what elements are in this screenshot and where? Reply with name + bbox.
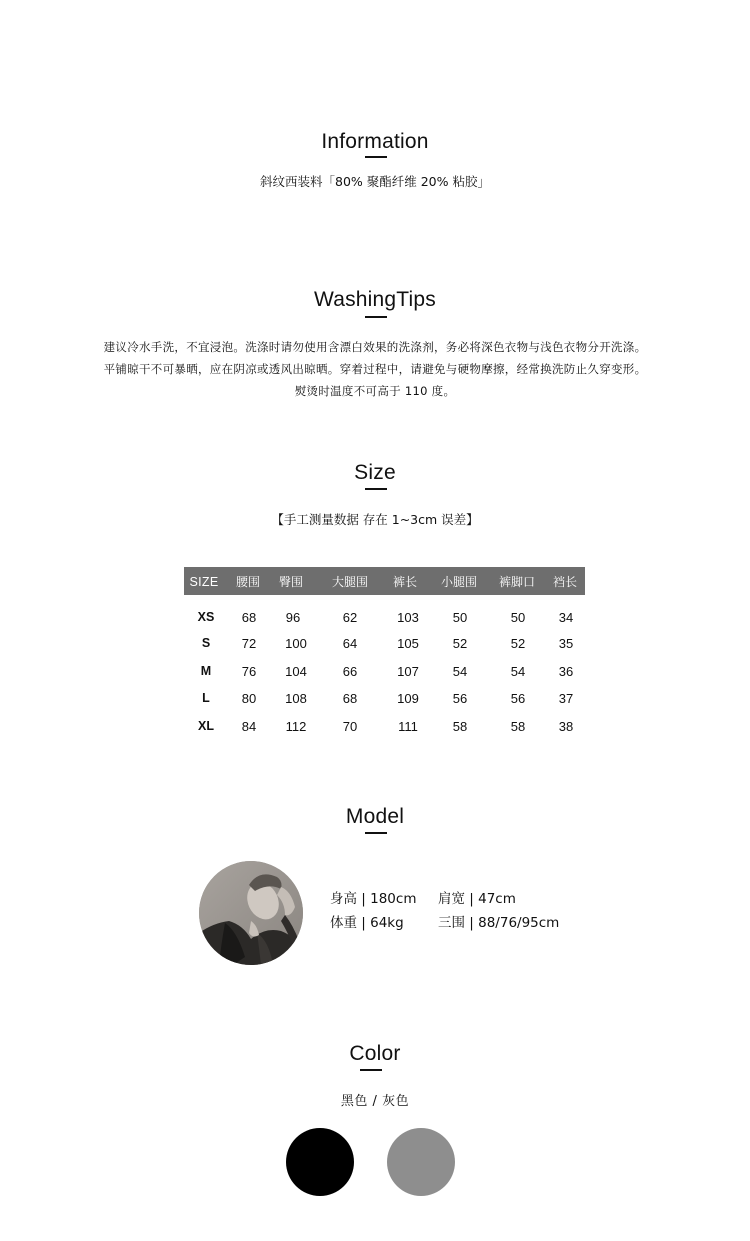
washing-tip-line: 平铺晾干不可暴晒，应在阴凉或透风出晾晒。穿着过程中，请避免与硬物摩擦，经常换洗防止久穿变形。: [103, 362, 647, 376]
header-cell-hip: 臀围: [278, 575, 304, 589]
table-cell: 68: [342, 691, 358, 706]
material-text: 斜纹西装料「80% 聚酯纤维 20% 粘胶」: [260, 174, 490, 189]
table-cell: 96: [285, 610, 301, 625]
header-cell-hem: 裤脚口: [498, 575, 536, 589]
table-cell: M: [200, 664, 212, 678]
header-cell-length: 裤长: [392, 575, 418, 589]
information-underline: [365, 156, 387, 158]
table-cell: 35: [558, 636, 574, 651]
table-cell: 84: [241, 719, 257, 734]
washing-tips-title: WashingTips: [313, 288, 437, 311]
header-cell-size: SIZE: [189, 575, 219, 589]
table-cell: 56: [510, 691, 526, 706]
table-cell: 62: [342, 610, 358, 625]
table-cell: 58: [452, 719, 468, 734]
model-height: 身高 | 180cm: [330, 891, 417, 907]
color-swatch-black[interactable]: [286, 1128, 354, 1196]
table-cell: 54: [510, 664, 526, 679]
table-cell: 56: [452, 691, 468, 706]
table-row: [184, 664, 585, 684]
table-cell: XL: [198, 719, 214, 733]
table-cell: 50: [452, 610, 468, 625]
color-underline: [360, 1069, 382, 1071]
model-photo: [199, 861, 303, 965]
table-cell: 54: [452, 664, 468, 679]
information-title: Information: [321, 130, 429, 153]
size-title: Size: [354, 461, 396, 484]
header-cell-rise: 裆长: [552, 575, 578, 589]
table-cell: 34: [558, 610, 574, 625]
table-cell: 38: [558, 719, 574, 734]
color-names: 黑色 / 灰色: [340, 1094, 410, 1109]
washing-tip-line: 建议冷水手洗，不宜浸泡。洗涤时请勿使用含漂白效果的洗涤剂，务必将深色衣物与浅色衣物分开洗涤。: [103, 340, 647, 354]
header-cell-calf: 小腿围: [440, 575, 478, 589]
table-row: [184, 691, 585, 711]
table-cell: 76: [241, 664, 257, 679]
model-title: Model: [345, 805, 405, 828]
washing-tips-underline: [365, 316, 387, 318]
table-cell: 37: [558, 691, 574, 706]
table-cell: 108: [285, 691, 307, 706]
table-cell: S: [201, 636, 211, 650]
table-cell: 68: [241, 610, 257, 625]
model-underline: [365, 832, 387, 834]
color-swatch-gray[interactable]: [387, 1128, 455, 1196]
table-cell: 112: [285, 719, 307, 734]
table-cell: 80: [241, 691, 257, 706]
size-underline: [365, 488, 387, 490]
table-cell: 52: [510, 636, 526, 651]
table-row: [184, 636, 585, 656]
table-cell: 50: [510, 610, 526, 625]
table-cell: 64: [342, 636, 358, 651]
model-photo-illustration: [199, 861, 303, 965]
table-cell: 104: [285, 664, 307, 679]
table-cell: 105: [397, 636, 419, 651]
model-weight: 体重 | 64kg: [330, 915, 404, 931]
table-row: [184, 610, 585, 630]
table-cell: 66: [342, 664, 358, 679]
size-table: [184, 567, 585, 734]
size-measure-note: 【手工测量数据 存在 1~3cm 误差】: [271, 512, 479, 527]
table-cell: XS: [197, 610, 215, 624]
header-cell-waist: 腰围: [235, 575, 261, 589]
table-cell: 70: [342, 719, 358, 734]
table-cell: 111: [398, 719, 418, 734]
table-cell: 103: [397, 610, 419, 625]
table-cell: 52: [452, 636, 468, 651]
table-cell: 72: [241, 636, 257, 651]
table-cell: 100: [285, 636, 307, 651]
table-row: [184, 719, 585, 739]
table-cell: L: [202, 691, 210, 705]
washing-tip-line: 熨烫时温度不可高于 110 度。: [294, 384, 456, 398]
table-cell: 58: [510, 719, 526, 734]
table-cell: 36: [558, 664, 574, 679]
table-cell: 107: [397, 664, 419, 679]
color-title: Color: [349, 1042, 401, 1065]
table-cell: 109: [397, 691, 419, 706]
model-shoulder: 肩宽 | 47cm: [438, 891, 516, 907]
model-measurements: 三围 | 88/76/95cm: [438, 915, 560, 931]
header-cell-thigh: 大腿围: [331, 575, 369, 589]
size-table-header: [184, 567, 585, 595]
